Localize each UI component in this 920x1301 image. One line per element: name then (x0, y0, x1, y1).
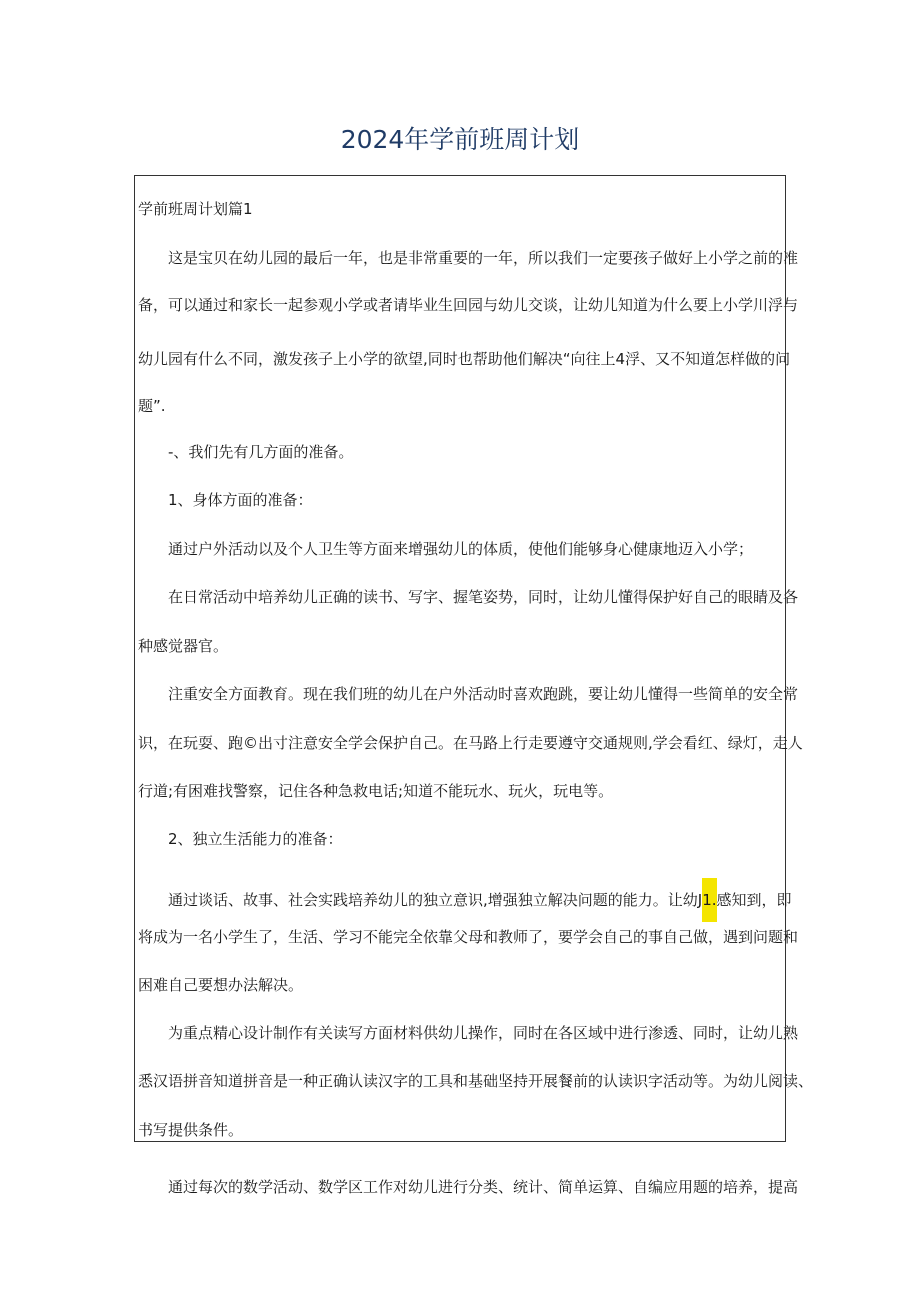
paragraph-line-highlighted (168, 878, 792, 922)
paragraph-line: 通过每次的数学活动、数学区工作对幼儿进行分类、统计、简单运算、自编应用题的培养，提高 (168, 1178, 799, 1196)
paragraph-line: 备，可以通过和家长一起参观小学或者请毕业生回园与幼儿交谈，让幼儿知道为什么要上小学川浮与 (138, 296, 799, 314)
paragraph-line: 困难自己要想办法解决。 (138, 976, 304, 994)
paragraph-line: 识，在玩耍、跑©出寸注意安全学会保护自己。在马路上行走要遵守交通规则,学会看红、绿灯，走人 (138, 734, 803, 752)
paragraph-line: 这是宝贝在幼儿园的最后一年，也是非常重要的一年，所以我们一定要孩子做好上小学之前的准 (168, 249, 799, 267)
paragraph-line: 题”. (138, 397, 166, 415)
paragraph-line: 1、身体方面的准备： (168, 491, 313, 509)
section-heading: 学前班周计划篇1 (138, 200, 253, 218)
content-frame (134, 175, 786, 1142)
paragraph-line: 悉汉语拼音知道拼音是一种正确认读汉字的工具和基础坚持开展餐前的认读识字活动等。为幼儿阅读、 (138, 1072, 814, 1090)
paragraph-line: 行道;有困难找警察，记住各种急救电话;知道不能玩水、玩火，玩电等。 (138, 782, 614, 800)
paragraph-line: 为重点精心设计制作有关读写方面材料供幼儿操作，同时在各区域中进行渗透、同时，让幼儿熟 (168, 1024, 799, 1042)
paragraph-line: 注重安全方面教育。现在我们班的幼儿在户外活动时喜欢跑跳，要让幼儿懂得一些简单的安全常 (168, 685, 799, 703)
highlight-mark: 1. (702, 878, 716, 922)
paragraph-line: 将成为一名小学生了，生活、学习不能完全依靠父母和教师了，要学会自己的事自己做，遇到问题和 (138, 928, 799, 946)
paragraph-line: 2、独立生活能力的准备： (168, 830, 343, 848)
document-title: 2024年学前班周计划 (340, 125, 580, 154)
paragraph-line: 通过户外活动以及个人卫生等方面来增强幼儿的体质，使他们能够身心健康地迈入小学； (168, 540, 754, 558)
paragraph-line: 幼儿园有什么不同，激发孩子上小学的欲望,同时也帮助他们解决“向往上4浮、又不知道怎样做的问 (138, 350, 791, 368)
paragraph-line: 种感觉器官。 (138, 637, 229, 655)
line-text-before: 通过谈话、故事、社会实践培养幼儿的独立意识,增强独立解决问题的能力。让幼J (168, 891, 703, 909)
line-text-after: 感知到，即 (716, 891, 792, 909)
paragraph-line: -、我们先有几方面的准备。 (168, 443, 354, 461)
paragraph-line: 在日常活动中培养幼儿正确的读书、写字、握笔姿势，同时，让幼儿懂得保护好自己的眼睛及各 (168, 588, 799, 606)
paragraph-line: 书写提供条件。 (138, 1121, 244, 1139)
